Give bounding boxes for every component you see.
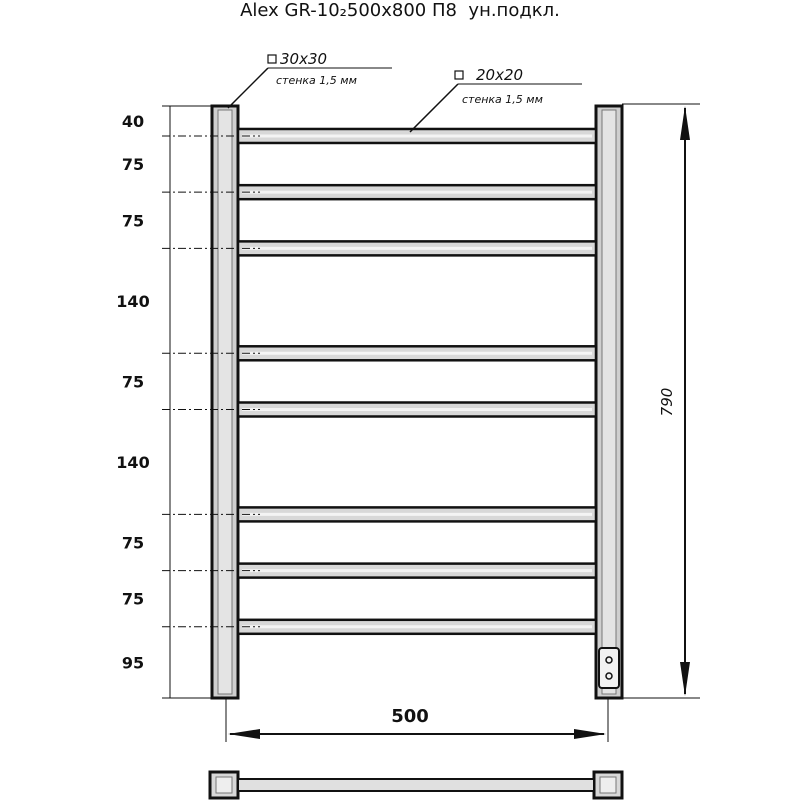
height-label: 790 <box>658 387 676 417</box>
horizontal-bars <box>238 129 596 634</box>
top-view <box>210 772 622 798</box>
spacing-label: 40 <box>121 111 145 131</box>
spacing-label: 140 <box>116 452 150 472</box>
bar-profile-callout <box>410 66 582 132</box>
left-post <box>212 106 238 698</box>
page-title: Alex GR-10₂500x800 П8 ун.подкл. <box>240 0 560 21</box>
spacing-label: 140 <box>116 291 150 311</box>
spacing-label: 75 <box>121 211 145 231</box>
left-profile-wall: стенка 1,5 мм <box>276 74 357 87</box>
spacing-label: 95 <box>121 653 145 673</box>
spacing-label: 75 <box>121 533 145 553</box>
bar-profile-size: 20x20 <box>476 66 524 84</box>
width-label: 500 <box>391 706 429 727</box>
spacing-label: 75 <box>121 155 145 175</box>
height-dimension <box>622 104 700 698</box>
right-post <box>596 106 622 698</box>
connector-block-icon <box>599 648 619 688</box>
spacing-label: 75 <box>121 372 145 392</box>
spacing-label: 75 <box>121 589 145 609</box>
width-dimension <box>226 698 608 742</box>
bar-profile-wall: стенка 1,5 мм <box>462 93 543 106</box>
left-profile-size: 30x30 <box>280 50 328 68</box>
square-profile-icon <box>268 55 276 63</box>
left-profile-callout <box>228 50 392 108</box>
square-profile-icon <box>455 71 463 79</box>
